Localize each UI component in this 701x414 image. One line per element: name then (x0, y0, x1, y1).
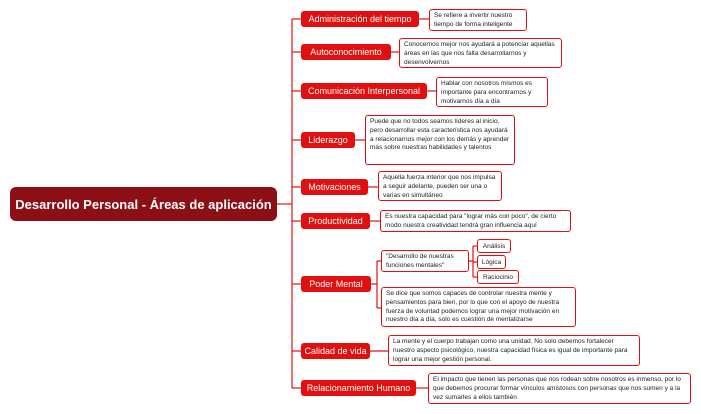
branch-comunicacion-interpersonal[interactable]: Comunicación Interpersonal (301, 83, 427, 99)
subnote-funciones-mentales: "Desarrollo de nuestras funciones mentales" (381, 250, 469, 272)
tag-logica[interactable]: Lógica (477, 255, 506, 269)
note-motivaciones: Aquella fuerza interior que nos impulsa a seguir adelante, pueden ser una o varias en simultáneo (378, 171, 502, 201)
note-liderazgo: Puede que no todos seamos líderes al inicio, pero desarrollar esta característica nos ayudará a relacionarnos mejor con los demás y aprender más sobre nuestras habilidades y talentos (365, 115, 515, 165)
branch-administracion-tiempo[interactable]: Administración del tiempo (301, 11, 419, 27)
root-topic[interactable]: Desarrollo Personal - Áreas de aplicación (10, 187, 277, 221)
tag-raciocinio[interactable]: Raciocinio (477, 270, 519, 284)
note-poder-mental: Se dice que somos capaces de controlar nuestra mente y pensamientos para bien, por lo que con el apoyo de nuestra fuerza de voluntad podemos lograr una mejor motivación en nuestro día a día, solo es cuestión de mentalizarse (381, 287, 576, 327)
tag-analisis[interactable]: Análisis (477, 239, 511, 253)
branch-liderazgo[interactable]: Liderazgo (301, 132, 355, 148)
branch-calidad-de-vida[interactable]: Calidad de vida (301, 343, 370, 359)
branch-autoconocimiento[interactable]: Autoconocimiento (301, 44, 391, 60)
note-autoconocimiento: Conocernos mejor nos ayudará a potenciar aquellas áreas en las que nos falta desarrollarnos y desenvolvernos (399, 38, 562, 68)
note-administracion-tiempo: Se refiere a invertir nuestro tiempo de forma inteligente (429, 9, 527, 31)
branch-motivaciones[interactable]: Motivaciones (301, 179, 368, 195)
branch-relacionamiento-humano[interactable]: Relacionamiento Humano (301, 380, 416, 396)
note-relacionamiento-humano: El impacto que tienen las personas que nos rodean sobre nosotros es inmenso, por lo que debemos procurar formar vínculos amistosos con personas que nos sumen y a la vez sumarles a ellos también (428, 373, 691, 404)
branch-poder-mental[interactable]: Poder Mental (301, 276, 371, 292)
note-comunicacion-interpersonal: Hablar con nosotros mismos es importante para encontrarnos y motivarnos día a día (436, 77, 548, 107)
note-calidad-de-vida: La mente y el cuerpo trabajan como una unidad. No solo debemos fortalecer nuestro aspecto psicológico, nuestra capacidad física es igual de importante para lograr una mejor gestión personal. (388, 335, 640, 366)
note-productividad: Es nuestra capacidad para "lograr más con poco", de cierto modo nuestra creatividad tendrá gran influencia aquí (380, 210, 571, 232)
branch-productividad[interactable]: Productividad (301, 213, 370, 229)
